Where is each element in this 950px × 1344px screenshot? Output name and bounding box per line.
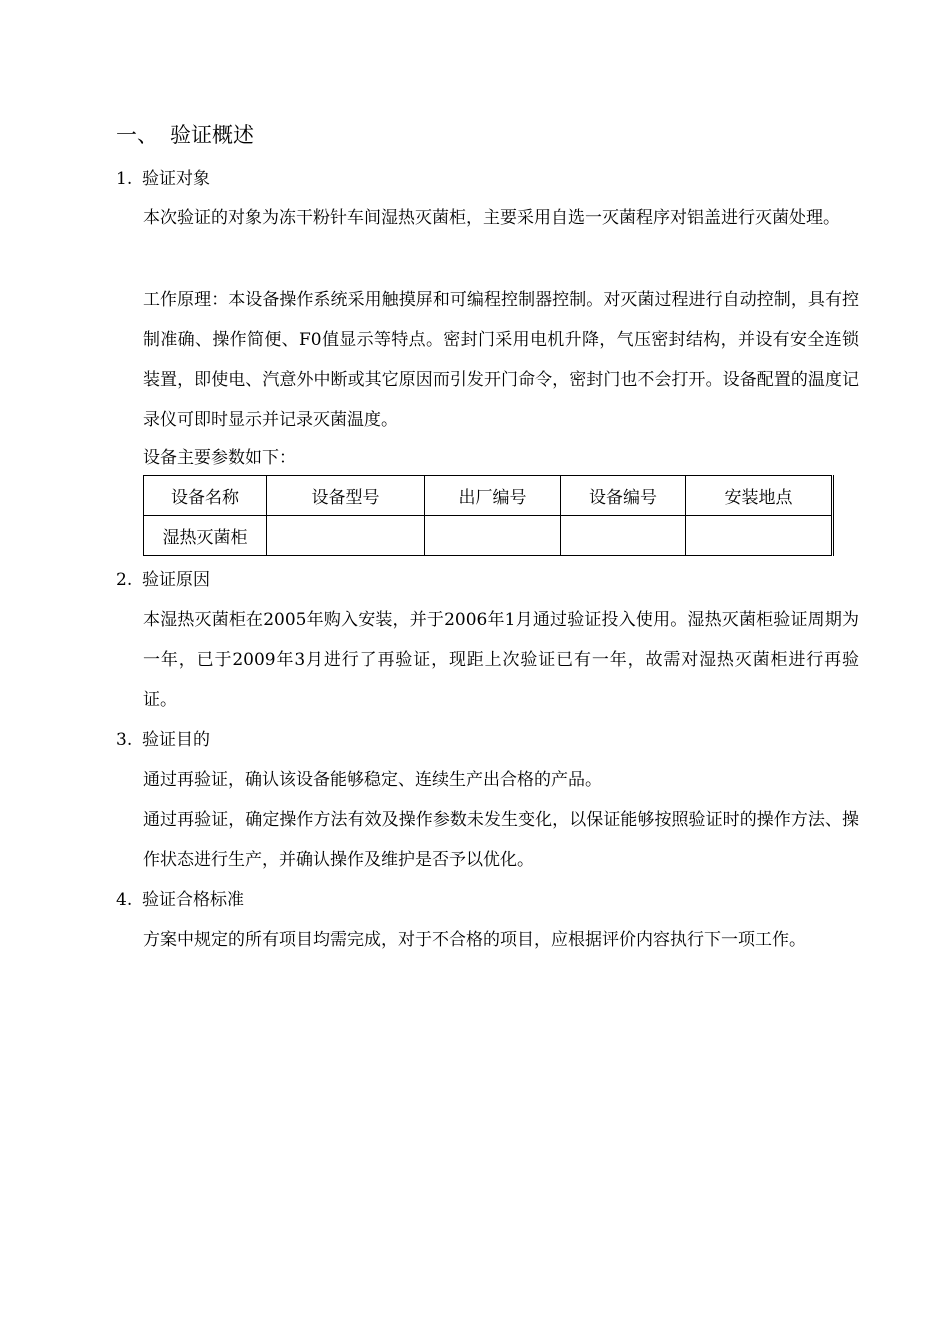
section-number: 4. [116,890,133,910]
table-header-cell: 设备名称 [144,476,267,516]
paragraph-purpose-1: 通过再验证，确认该设备能够稳定、连续生产出合格的产品。 [143,770,602,790]
section-title: 验证对象 [142,169,210,189]
chapter-number: 一、 [116,123,158,147]
paragraph-purpose-2: 通过再验证，确定操作方法有效及操作参数未发生变化，以保证能够按照验证时的操作方法、操作状态进行生产，并确认操作及维护是否予以优化。 [143,810,859,870]
table-header-row [144,476,833,516]
table-cell [425,516,561,556]
table-cell [686,516,833,556]
table-header-cell: 设备编号 [561,476,686,516]
paragraph-reason: 本湿热灭菌柜在2005年购入安装，并于2006年1月通过验证投入使用。湿热灭菌柜验证周期为一年，已于2009年3月进行了再验证，现距上次验证已有一年，故需对湿热灭菌柜进行再验证。 [143,610,859,710]
table-cell [561,516,686,556]
chapter-title: 验证概述 [170,123,254,147]
section-number: 1. [116,169,133,189]
section-title: 验证目的 [142,730,210,750]
section-heading-4 [116,887,244,913]
paragraph-acceptance-criteria: 方案中规定的所有项目均需完成，对于不合格的项目，应根据评价内容执行下一项工作。 [143,930,806,950]
table-header-cell: 安装地点 [686,476,833,516]
paragraph-params-intro: 设备主要参数如下： [143,448,296,468]
section-heading-1 [116,166,210,192]
section-heading-3 [116,727,210,753]
section-number: 2. [116,570,133,590]
table-cell [267,516,425,556]
paragraph-object: 本次验证的对象为冻干粉针车间湿热灭菌柜，主要采用自选一灭菌程序对铝盖进行灭菌处理。 [143,208,840,228]
chapter-heading [116,120,254,150]
table-cell: 湿热灭菌柜 [144,516,267,556]
paragraph-working-principle: 工作原理：本设备操作系统采用触摸屏和可编程控制器控制。对灭菌过程进行自动控制，具有控制准确、操作简便、F0值显示等特点。密封门采用电机升降，气压密封结构，并设有安全连锁装置，即使电、汽意外中断或其它原因而引发开门命令，密封门也不会打开。设备配置的温度记录仪可即时显示并记录灭菌温度。 [143,290,859,430]
table-header-cell: 出厂编号 [425,476,561,516]
table-header-cell: 设备型号 [267,476,425,516]
section-title: 验证合格标准 [142,890,244,910]
section-number: 3. [116,730,133,750]
table-row [144,516,833,556]
section-heading-2 [116,567,210,593]
section-title: 验证原因 [142,570,210,590]
equipment-params-table [143,475,834,556]
